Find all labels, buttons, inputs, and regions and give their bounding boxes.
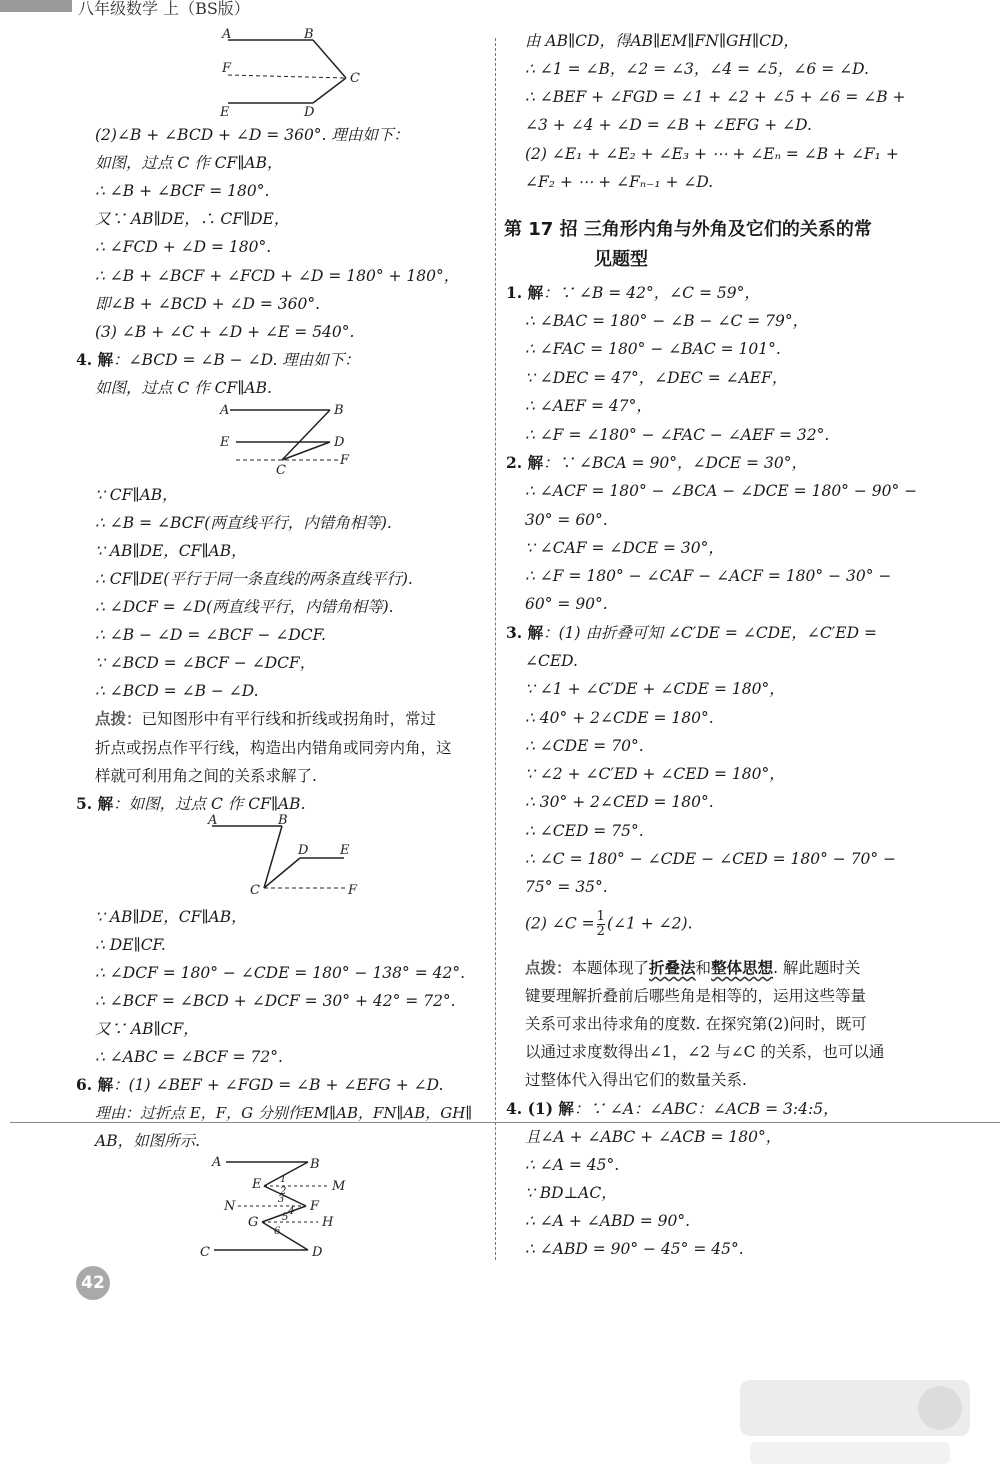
fig5-label-f: F: [348, 883, 358, 898]
q4-line-8: ∴ ∠BCD = ∠B − ∠D.: [95, 682, 259, 700]
figure-q6: [198, 1150, 368, 1262]
fig6-angle-1: 1: [280, 1174, 287, 1185]
q5-line-3: ∴ ∠DCF = 180° − ∠CDE = 180° − 138° = 42°.: [95, 964, 466, 982]
q5-line-6: ∴ ∠ABC = ∠BCF = 72°.: [95, 1048, 283, 1066]
fig6-angle-2: 2: [280, 1186, 287, 1197]
r-q3-first-line: [506, 622, 877, 644]
tip1-line-1: [95, 708, 436, 730]
q5-label: 5. 解: [76, 794, 114, 813]
r-q2-line-5: 60° = 90°.: [525, 595, 608, 613]
fig6-label-h: H: [322, 1215, 334, 1230]
fig5-label-c: C: [250, 883, 260, 898]
r-q3-line-7: ∴ ∠CED = 75°.: [525, 822, 644, 840]
fig4-label-f: F: [340, 453, 350, 468]
q6-cont-line-6: ∠F₂ + ⋯ + ∠Fₙ₋₁ + ∠D.: [525, 173, 714, 191]
r-q4-first-line: [506, 1098, 839, 1120]
q6-first-text: ：(1) ∠BEF + ∠FGD = ∠B + ∠EFG + ∠D.: [113, 1076, 444, 1094]
q3-line-6: ∴ ∠B + ∠BCF + ∠FCD + ∠D = 180° + 180°，: [95, 267, 460, 285]
fig5-label-e: E: [340, 843, 350, 858]
fig6-label-a: A: [212, 1155, 222, 1170]
header-title: 八年级数学 上（BS版）: [78, 0, 250, 18]
q6-cont-line-1: 由 AB∥CD，得AB∥EM∥FN∥GH∥CD，: [525, 32, 799, 50]
fig6-angle-6: 6: [274, 1226, 281, 1237]
fig6-label-f: F: [310, 1199, 320, 1214]
fraction-numerator: 1: [596, 909, 605, 924]
q4-line-7: ∵ ∠BCD = ∠BCF − ∠DCF，: [95, 654, 316, 672]
r-q2-first-text: ：∵ ∠BCA = 90°，∠DCE = 30°，: [543, 454, 807, 472]
r-q1-first-line: [506, 282, 760, 304]
r-q1-first-text: ：∵ ∠B = 42°，∠C = 59°，: [543, 284, 760, 302]
q6-line-2: AB，如图所示.: [95, 1132, 201, 1150]
fig4-label-a: A: [220, 403, 230, 418]
q4-line-4: ∴ CF∥DE(平行于同一条直线的两条直线平行).: [95, 570, 413, 588]
r-q3-line-2: ∵ ∠1 + ∠C′DE + ∠CDE = 180°，: [525, 680, 785, 698]
q4-line-6: ∴ ∠B − ∠D = ∠BCF − ∠DCF.: [95, 626, 326, 644]
q4-line-1: ∵ CF∥AB，: [95, 486, 178, 504]
r-q4-first-text: ：∵ ∠A：∠ABC：∠ACB = 3:4:5，: [573, 1100, 839, 1118]
q3-line-7: 即∠B + ∠BCD + ∠D = 360°.: [95, 295, 321, 313]
tip1-text-1: 已知图形中有平行线和折线或拐角时，常过: [141, 710, 437, 728]
figure-q3: [218, 28, 368, 120]
fig6-label-n: N: [224, 1199, 236, 1214]
q6-label: 6. 解: [76, 1075, 114, 1094]
q5-line-5: 又∵ AB∥CF，: [95, 1020, 199, 1038]
tip2-text-e: . 解此题时关: [773, 959, 861, 977]
r-q2-line-4: ∴ ∠F = 180° − ∠CAF − ∠ACF = 180° − 30° −: [525, 567, 892, 585]
r-q3-part2: [525, 910, 693, 939]
r-q3-line-8: ∴ ∠C = 180° − ∠CDE − ∠CED = 180° − 70° −: [525, 850, 897, 868]
q6-cont-line-2: ∴ ∠1 = ∠B，∠2 = ∠3，∠4 = ∠5，∠6 = ∠D.: [525, 60, 869, 78]
fig5-label-d: D: [298, 843, 309, 858]
q4-second-line: 如图，过点 C 作 CF∥AB.: [95, 379, 272, 397]
fig4-label-b: B: [334, 403, 344, 418]
r-q3-first-text: ：(1) 由折叠可知 ∠C′DE = ∠CDE，∠C′ED =: [543, 624, 877, 642]
r-q3-line-3: ∴ 40° + 2∠CDE = 180°.: [525, 709, 714, 727]
fig5-label-a: A: [208, 813, 218, 828]
page-header: [0, 0, 280, 20]
r-q4-line-1: 且∠A + ∠ABC + ∠ACB = 180°，: [525, 1128, 782, 1146]
fig6-angle-4: 4: [288, 1206, 295, 1217]
tip1-line-2: 折点或拐点作平行线，构造出内错角或同旁内角，这: [95, 739, 452, 757]
q3-line-2: 如图，过点 C 作 CF∥AB，: [95, 154, 283, 172]
r-q3-part2-post: (∠1 + ∠2).: [606, 914, 693, 933]
fig6-label-e: E: [252, 1177, 262, 1192]
tip1-line-3: 样就可利用角之间的关系求解了.: [95, 767, 317, 785]
fig1-label-f: F: [222, 61, 232, 76]
tip2-line-3: 关系可求出待求角的度数. 在探究第(2)问时，既可: [525, 1015, 867, 1033]
q4-line-2: ∴ ∠B = ∠BCF(两直线平行，内错角相等).: [95, 514, 392, 532]
q3-line-8: (3) ∠B + ∠C + ∠D + ∠E = 540°.: [95, 323, 355, 341]
figure-q5: [198, 812, 368, 904]
tip2-line-5: 过整体代入得出它们的数量关系.: [525, 1071, 747, 1089]
r-q1-line-5: ∴ ∠F = ∠180° − ∠FAC − ∠AEF = 32°.: [525, 426, 830, 444]
column-divider: [495, 38, 496, 1260]
tip2-line-4: 以通过求度数得出∠1，∠2 与∠C 的关系，也可以通: [525, 1043, 885, 1061]
q5-line-4: ∴ ∠BCF = ∠BCD + ∠DCF = 30° + 42° = 72°.: [95, 992, 456, 1010]
r-q3-part2-pre: (2) ∠C =: [525, 914, 595, 933]
r-q3-label: 3. 解: [506, 623, 544, 642]
q4-line-3: ∵ AB∥DE，CF∥AB，: [95, 542, 247, 560]
r-q4-label: 4. (1) 解: [506, 1099, 574, 1118]
q4-first-text: ：∠BCD = ∠B − ∠D. 理由如下：: [113, 351, 360, 369]
q6-cont-line-5: (2) ∠E₁ + ∠E₂ + ∠E₃ + ⋯ + ∠Eₙ = ∠B + ∠F₁ +: [525, 145, 899, 163]
r-q3-line-9: 75° = 35°.: [525, 878, 608, 896]
fig4-label-d: D: [334, 435, 345, 450]
fig1-label-d: D: [304, 105, 315, 120]
q3-line-5: ∴ ∠FCD + ∠D = 180°.: [95, 238, 272, 256]
page-number: 42: [76, 1266, 110, 1300]
fig6-label-d: D: [312, 1245, 323, 1260]
tip2-text-a: 本题体现了: [571, 959, 650, 977]
r-q4-line-5: ∴ ∠ABD = 90° − 45° = 45°.: [525, 1240, 744, 1258]
fraction-half: [597, 910, 605, 939]
tip2-keyword-folding: 折叠法: [649, 958, 696, 977]
q4-first-line: [76, 349, 360, 371]
tip2-text-c: 和: [695, 959, 712, 977]
r-q3-line-4: ∴ ∠CDE = 70°.: [525, 737, 644, 755]
r-q1-line-1: ∴ ∠BAC = 180° − ∠B − ∠C = 79°，: [525, 312, 809, 330]
fig6-label-c: C: [200, 1245, 210, 1260]
r-q2-line-3: ∵ ∠CAF = ∠DCE = 30°，: [525, 539, 724, 557]
r-q3-line-6: ∴ 30° + 2∠CED = 180°.: [525, 793, 714, 811]
fraction-denominator: 2: [596, 924, 605, 939]
fig1-label-a: A: [222, 28, 232, 42]
tip1-label: 点拨：: [95, 709, 142, 728]
r-q3-line-1: ∠CED.: [525, 652, 578, 670]
q3-line-1: (2)∠B + ∠BCD + ∠D = 360°. 理由如下：: [95, 126, 409, 144]
fig1-label-e: E: [220, 105, 230, 120]
r-q1-line-3: ∵ ∠DEC = 47°，∠DEC = ∠AEF，: [525, 369, 788, 387]
r-q2-label: 2. 解: [506, 453, 544, 472]
fig1-label-b: B: [304, 28, 314, 42]
fig6-angle-5: 5: [282, 1212, 289, 1223]
r-q2-line-2: 30° = 60°.: [525, 511, 608, 529]
tip2-line-1: [525, 957, 860, 979]
q4-line-5: ∴ ∠DCF = ∠D(两直线平行，内错角相等).: [95, 598, 394, 616]
q4-label: 4. 解: [76, 350, 114, 369]
q5-first-text: ：如图，过点 C 作 CF∥AB.: [113, 795, 306, 813]
figure-q4: [218, 398, 358, 478]
r-q3-line-5: ∵ ∠2 + ∠C′ED + ∠CED = 180°，: [525, 765, 785, 783]
q6-cont-line-3: ∴ ∠BEF + ∠FGD = ∠1 + ∠2 + ∠5 + ∠6 = ∠B +: [525, 88, 906, 106]
q5-line-2: ∴ DE∥CF.: [95, 936, 166, 954]
q3-line-4: 又∵ AB∥DE，∴ CF∥DE，: [95, 210, 290, 228]
r-q1-line-4: ∴ ∠AEF = 47°，: [525, 397, 652, 415]
r-q4-line-2: ∴ ∠A = 45°.: [525, 1156, 620, 1174]
fig6-label-g: G: [248, 1215, 259, 1230]
section-title-line-1: 第 17 招 三角形内角与外角及它们的关系的常: [504, 219, 872, 240]
r-q4-line-3: ∵ BD⊥AC，: [525, 1184, 617, 1202]
fig1-label-c: C: [350, 71, 360, 86]
tip2-label: 点拨：: [525, 958, 572, 977]
r-q2-first-line: [506, 452, 807, 474]
fig6-label-m: M: [332, 1179, 346, 1194]
section-title-line-2: 见题型: [594, 249, 648, 270]
fig4-label-c: C: [276, 463, 286, 478]
tip2-keyword-whole: 整体思想: [711, 958, 774, 977]
fig6-label-b: B: [310, 1157, 320, 1172]
r-q2-line-1: ∴ ∠ACF = 180° − ∠BCA − ∠DCE = 180° − 90° −: [525, 482, 918, 500]
q6-cont-line-4: ∠3 + ∠4 + ∠D = ∠B + ∠EFG + ∠D.: [525, 116, 812, 134]
header-bar: [0, 0, 72, 12]
r-q4-line-4: ∴ ∠A + ∠ABD = 90°.: [525, 1212, 691, 1230]
q3-line-3: ∴ ∠B + ∠BCF = 180°.: [95, 182, 270, 200]
q6-line-1: 理由：过折点 E，F，G 分别作EM∥AB，FN∥AB，GH∥: [95, 1104, 473, 1122]
fig5-label-b: B: [278, 813, 288, 828]
fig6-angle-3: 3: [278, 1194, 285, 1205]
tip2-line-2: 键要理解折叠前后哪些角是相等的，运用这些等量: [525, 987, 867, 1005]
fig4-label-e: E: [220, 435, 230, 450]
q5-line-1: ∵ AB∥DE，CF∥AB，: [95, 908, 247, 926]
watermark-logo-icon: [740, 1380, 970, 1470]
q6-first-line: [76, 1074, 443, 1096]
r-q1-label: 1. 解: [506, 283, 544, 302]
r-q1-line-2: ∴ ∠FAC = 180° − ∠BAC = 101°.: [525, 340, 781, 358]
